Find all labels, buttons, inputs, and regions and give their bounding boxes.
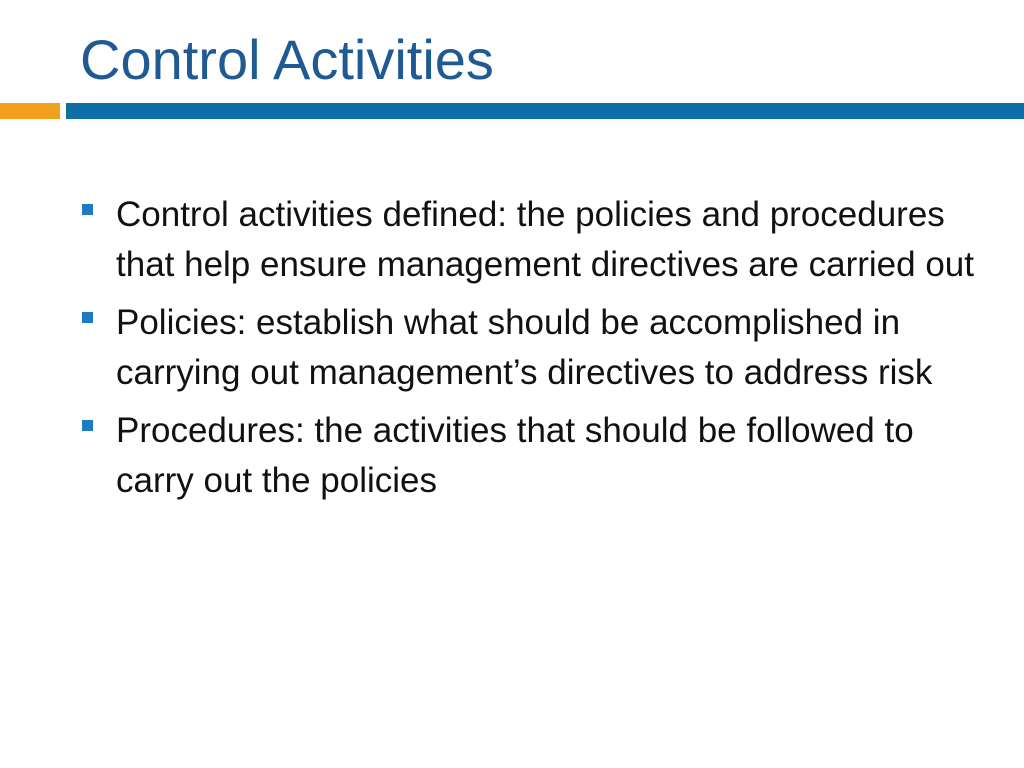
bullet-text: Control activities defined: the policies and procedures that help ensure management directives are carried out [116,195,974,284]
bullet-list [80,190,980,514]
bullet-item [80,190,980,290]
square-bullet-icon [82,312,93,323]
slide-title: Control Activities [80,28,494,91]
title-accent-orange-bar [0,103,60,119]
title-accent-blue-bar [66,103,1024,119]
square-bullet-icon [82,420,93,431]
bullet-text: Procedures: the activities that should be followed to carry out the policies [116,411,914,500]
bullet-text: Policies: establish what should be accomplished in carrying out management’s directives to address risk [116,303,933,392]
square-bullet-icon [82,204,93,215]
bullet-item [80,406,980,506]
bullet-item [80,298,980,398]
